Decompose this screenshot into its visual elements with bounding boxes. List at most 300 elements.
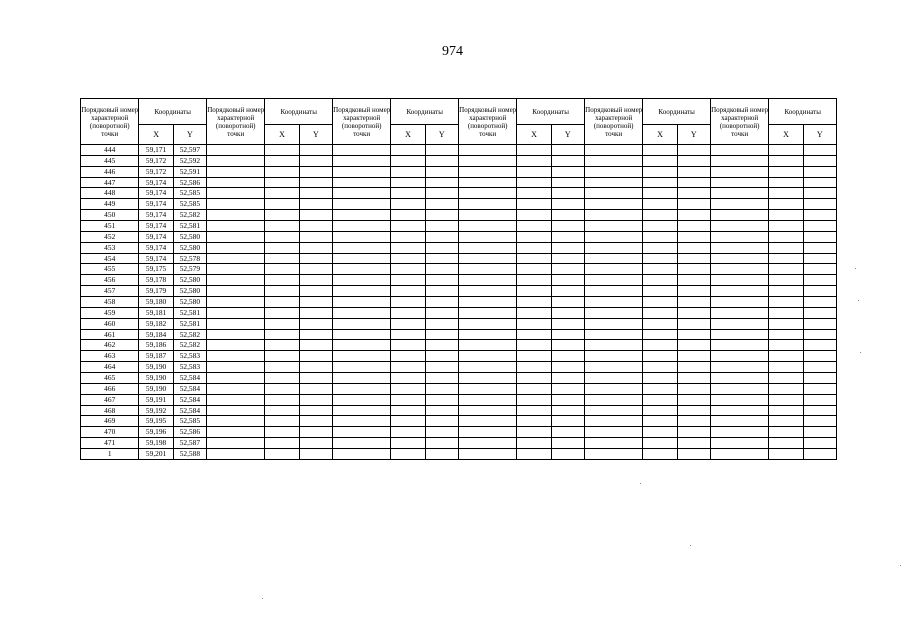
empty-cell xyxy=(769,221,803,232)
empty-cell xyxy=(458,242,516,253)
empty-cell xyxy=(332,416,390,427)
cell-y: 52,582 xyxy=(173,340,206,351)
empty-cell xyxy=(677,253,710,264)
header-coordinates: Координаты xyxy=(139,99,207,125)
empty-cell xyxy=(458,351,516,362)
empty-cell xyxy=(803,188,836,199)
cell-x: 59,175 xyxy=(139,264,173,275)
cell-x: 59,174 xyxy=(139,221,173,232)
empty-cell xyxy=(677,231,710,242)
empty-cell xyxy=(458,318,516,329)
empty-cell xyxy=(584,297,642,308)
cell-y: 52,588 xyxy=(173,449,206,460)
empty-cell xyxy=(677,145,710,156)
cell-point-number: 461 xyxy=(81,329,139,340)
table-row xyxy=(81,231,837,242)
empty-cell xyxy=(769,427,803,438)
empty-cell xyxy=(391,275,425,286)
scan-speck xyxy=(640,483,641,484)
empty-cell xyxy=(584,275,642,286)
empty-cell xyxy=(584,166,642,177)
empty-cell xyxy=(584,188,642,199)
empty-cell xyxy=(643,242,677,253)
empty-cell xyxy=(458,449,516,460)
empty-cell xyxy=(265,231,299,242)
cell-x: 59,172 xyxy=(139,155,173,166)
cell-y: 52,581 xyxy=(173,318,206,329)
empty-cell xyxy=(551,318,584,329)
empty-cell xyxy=(769,297,803,308)
cell-x: 59,184 xyxy=(139,329,173,340)
empty-cell xyxy=(517,210,551,221)
empty-cell xyxy=(458,221,516,232)
cell-point-number: 456 xyxy=(81,275,139,286)
cell-point-number: 445 xyxy=(81,155,139,166)
cell-point-number: 453 xyxy=(81,242,139,253)
empty-cell xyxy=(643,449,677,460)
empty-cell xyxy=(206,231,264,242)
scan-speck xyxy=(860,352,861,353)
cell-x: 59,172 xyxy=(139,166,173,177)
table-row xyxy=(81,383,837,394)
empty-cell xyxy=(584,340,642,351)
empty-cell xyxy=(458,297,516,308)
empty-cell xyxy=(551,177,584,188)
empty-cell xyxy=(391,264,425,275)
empty-cell xyxy=(584,145,642,156)
empty-cell xyxy=(551,155,584,166)
empty-cell xyxy=(265,166,299,177)
cell-y: 52,584 xyxy=(173,394,206,405)
header-coordinates: Координаты xyxy=(265,99,333,125)
empty-cell xyxy=(265,373,299,384)
empty-cell xyxy=(710,166,768,177)
empty-cell xyxy=(206,405,264,416)
empty-cell xyxy=(643,351,677,362)
empty-cell xyxy=(551,275,584,286)
empty-cell xyxy=(769,438,803,449)
table-row xyxy=(81,275,837,286)
header-y: Y xyxy=(551,125,584,145)
cell-point-number: 446 xyxy=(81,166,139,177)
empty-cell xyxy=(551,383,584,394)
empty-cell xyxy=(677,221,710,232)
empty-cell xyxy=(769,242,803,253)
empty-cell xyxy=(769,362,803,373)
empty-cell xyxy=(803,155,836,166)
empty-cell xyxy=(803,405,836,416)
empty-cell xyxy=(425,416,458,427)
cell-point-number: 470 xyxy=(81,427,139,438)
empty-cell xyxy=(299,373,332,384)
empty-cell xyxy=(677,210,710,221)
empty-cell xyxy=(677,383,710,394)
empty-cell xyxy=(299,264,332,275)
empty-cell xyxy=(584,242,642,253)
empty-cell xyxy=(206,297,264,308)
cell-point-number: 460 xyxy=(81,318,139,329)
empty-cell xyxy=(803,362,836,373)
empty-cell xyxy=(517,438,551,449)
empty-cell xyxy=(299,307,332,318)
empty-cell xyxy=(332,221,390,232)
empty-cell xyxy=(677,405,710,416)
empty-cell xyxy=(425,318,458,329)
empty-cell xyxy=(803,166,836,177)
empty-cell xyxy=(458,199,516,210)
empty-cell xyxy=(803,416,836,427)
cell-point-number: 464 xyxy=(81,362,139,373)
empty-cell xyxy=(458,383,516,394)
empty-cell xyxy=(803,329,836,340)
empty-cell xyxy=(677,199,710,210)
empty-cell xyxy=(425,231,458,242)
empty-cell xyxy=(425,210,458,221)
empty-cell xyxy=(458,340,516,351)
empty-cell xyxy=(299,351,332,362)
empty-cell xyxy=(332,264,390,275)
empty-cell xyxy=(643,188,677,199)
cell-x: 59,174 xyxy=(139,188,173,199)
empty-cell xyxy=(584,231,642,242)
empty-cell xyxy=(677,351,710,362)
empty-cell xyxy=(769,275,803,286)
empty-cell xyxy=(710,231,768,242)
empty-cell xyxy=(710,145,768,156)
empty-cell xyxy=(584,438,642,449)
empty-cell xyxy=(677,242,710,253)
header-coordinates: Координаты xyxy=(391,99,459,125)
cell-y: 52,597 xyxy=(173,145,206,156)
empty-cell xyxy=(391,221,425,232)
empty-cell xyxy=(643,253,677,264)
empty-cell xyxy=(265,253,299,264)
empty-cell xyxy=(458,145,516,156)
cell-y: 52,587 xyxy=(173,438,206,449)
empty-cell xyxy=(299,275,332,286)
cell-x: 59,198 xyxy=(139,438,173,449)
table-row xyxy=(81,416,837,427)
empty-cell xyxy=(299,340,332,351)
empty-cell xyxy=(265,177,299,188)
empty-cell xyxy=(425,199,458,210)
empty-cell xyxy=(299,449,332,460)
cell-x: 59,174 xyxy=(139,177,173,188)
cell-x: 59,171 xyxy=(139,145,173,156)
empty-cell xyxy=(391,242,425,253)
empty-cell xyxy=(769,264,803,275)
table-row xyxy=(81,373,837,384)
empty-cell xyxy=(710,264,768,275)
cell-point-number: 467 xyxy=(81,394,139,405)
empty-cell xyxy=(265,199,299,210)
header-coordinates: Координаты xyxy=(643,99,711,125)
cell-point-number: 454 xyxy=(81,253,139,264)
empty-cell xyxy=(332,449,390,460)
empty-cell xyxy=(551,340,584,351)
empty-cell xyxy=(425,449,458,460)
empty-cell xyxy=(710,177,768,188)
empty-cell xyxy=(677,449,710,460)
table-row xyxy=(81,340,837,351)
empty-cell xyxy=(803,373,836,384)
empty-cell xyxy=(551,373,584,384)
table-row xyxy=(81,405,837,416)
empty-cell xyxy=(265,449,299,460)
header-x: X xyxy=(391,125,425,145)
empty-cell xyxy=(803,275,836,286)
empty-cell xyxy=(391,145,425,156)
empty-cell xyxy=(551,264,584,275)
empty-cell xyxy=(458,394,516,405)
cell-x: 59,195 xyxy=(139,416,173,427)
empty-cell xyxy=(206,340,264,351)
empty-cell xyxy=(584,177,642,188)
empty-cell xyxy=(332,438,390,449)
empty-cell xyxy=(643,199,677,210)
empty-cell xyxy=(425,264,458,275)
empty-cell xyxy=(517,340,551,351)
cell-y: 52,579 xyxy=(173,264,206,275)
cell-x: 59,190 xyxy=(139,362,173,373)
empty-cell xyxy=(710,188,768,199)
cell-point-number: 469 xyxy=(81,416,139,427)
empty-cell xyxy=(551,329,584,340)
cell-y: 52,586 xyxy=(173,427,206,438)
empty-cell xyxy=(643,318,677,329)
empty-cell xyxy=(458,286,516,297)
empty-cell xyxy=(769,383,803,394)
empty-cell xyxy=(391,297,425,308)
empty-cell xyxy=(643,221,677,232)
empty-cell xyxy=(551,438,584,449)
cell-x: 59,190 xyxy=(139,383,173,394)
empty-cell xyxy=(265,340,299,351)
empty-cell xyxy=(710,210,768,221)
empty-cell xyxy=(206,438,264,449)
cell-x: 59,186 xyxy=(139,340,173,351)
empty-cell xyxy=(425,177,458,188)
table-row xyxy=(81,188,837,199)
empty-cell xyxy=(391,286,425,297)
empty-cell xyxy=(206,373,264,384)
empty-cell xyxy=(332,253,390,264)
table-row xyxy=(81,449,837,460)
empty-cell xyxy=(299,438,332,449)
empty-cell xyxy=(517,383,551,394)
empty-cell xyxy=(710,329,768,340)
empty-cell xyxy=(332,362,390,373)
empty-cell xyxy=(551,145,584,156)
empty-cell xyxy=(332,340,390,351)
empty-cell xyxy=(803,242,836,253)
cell-x: 59,174 xyxy=(139,199,173,210)
empty-cell xyxy=(710,427,768,438)
empty-cell xyxy=(517,155,551,166)
empty-cell xyxy=(332,373,390,384)
empty-cell xyxy=(584,286,642,297)
empty-cell xyxy=(458,155,516,166)
empty-cell xyxy=(584,318,642,329)
empty-cell xyxy=(391,438,425,449)
empty-cell xyxy=(584,416,642,427)
empty-cell xyxy=(332,231,390,242)
empty-cell xyxy=(391,188,425,199)
empty-cell xyxy=(643,438,677,449)
cell-x: 59,181 xyxy=(139,307,173,318)
empty-cell xyxy=(769,286,803,297)
empty-cell xyxy=(710,449,768,460)
empty-cell xyxy=(425,297,458,308)
empty-cell xyxy=(517,221,551,232)
empty-cell xyxy=(517,275,551,286)
empty-cell xyxy=(299,155,332,166)
empty-cell xyxy=(299,416,332,427)
empty-cell xyxy=(584,264,642,275)
cell-x: 59,174 xyxy=(139,242,173,253)
empty-cell xyxy=(332,155,390,166)
empty-cell xyxy=(299,286,332,297)
empty-cell xyxy=(517,373,551,384)
scan-speck xyxy=(900,565,901,566)
empty-cell xyxy=(769,145,803,156)
table-row xyxy=(81,286,837,297)
empty-cell xyxy=(643,416,677,427)
header-point-number: Порядковый номер характерной (поворотной) точки xyxy=(710,99,768,145)
empty-cell xyxy=(803,199,836,210)
cell-point-number: 471 xyxy=(81,438,139,449)
empty-cell xyxy=(517,286,551,297)
empty-cell xyxy=(710,383,768,394)
empty-cell xyxy=(803,383,836,394)
empty-cell xyxy=(551,221,584,232)
empty-cell xyxy=(803,318,836,329)
cell-point-number: 447 xyxy=(81,177,139,188)
empty-cell xyxy=(425,286,458,297)
empty-cell xyxy=(517,329,551,340)
empty-cell xyxy=(584,329,642,340)
empty-cell xyxy=(769,177,803,188)
empty-cell xyxy=(551,166,584,177)
empty-cell xyxy=(206,253,264,264)
cell-y: 52,584 xyxy=(173,373,206,384)
empty-cell xyxy=(391,307,425,318)
table-row xyxy=(81,351,837,362)
empty-cell xyxy=(458,231,516,242)
empty-cell xyxy=(299,210,332,221)
header-point-number: Порядковый номер характерной (поворотной) точки xyxy=(81,99,139,145)
empty-cell xyxy=(803,286,836,297)
cell-point-number: 468 xyxy=(81,405,139,416)
header-y: Y xyxy=(803,125,836,145)
empty-cell xyxy=(643,394,677,405)
empty-cell xyxy=(517,405,551,416)
empty-cell xyxy=(710,416,768,427)
empty-cell xyxy=(677,318,710,329)
empty-cell xyxy=(643,297,677,308)
empty-cell xyxy=(710,351,768,362)
empty-cell xyxy=(803,264,836,275)
empty-cell xyxy=(769,449,803,460)
empty-cell xyxy=(391,166,425,177)
empty-cell xyxy=(391,177,425,188)
cell-y: 52,580 xyxy=(173,297,206,308)
header-y: Y xyxy=(425,125,458,145)
empty-cell xyxy=(551,199,584,210)
empty-cell xyxy=(769,329,803,340)
empty-cell xyxy=(710,362,768,373)
empty-cell xyxy=(332,318,390,329)
empty-cell xyxy=(710,307,768,318)
table-row xyxy=(81,221,837,232)
cell-y: 52,584 xyxy=(173,405,206,416)
empty-cell xyxy=(710,405,768,416)
empty-cell xyxy=(517,199,551,210)
empty-cell xyxy=(769,231,803,242)
cell-y: 52,592 xyxy=(173,155,206,166)
cell-y: 52,582 xyxy=(173,210,206,221)
empty-cell xyxy=(425,253,458,264)
table-row xyxy=(81,438,837,449)
empty-cell xyxy=(643,145,677,156)
empty-cell xyxy=(710,286,768,297)
empty-cell xyxy=(206,155,264,166)
empty-cell xyxy=(769,416,803,427)
empty-cell xyxy=(643,373,677,384)
empty-cell xyxy=(458,188,516,199)
empty-cell xyxy=(551,405,584,416)
empty-cell xyxy=(206,199,264,210)
empty-cell xyxy=(425,427,458,438)
empty-cell xyxy=(677,340,710,351)
empty-cell xyxy=(332,307,390,318)
table-row xyxy=(81,177,837,188)
empty-cell xyxy=(206,394,264,405)
empty-cell xyxy=(643,275,677,286)
empty-cell xyxy=(803,449,836,460)
empty-cell xyxy=(425,188,458,199)
empty-cell xyxy=(265,405,299,416)
empty-cell xyxy=(265,394,299,405)
cell-point-number: 462 xyxy=(81,340,139,351)
empty-cell xyxy=(425,362,458,373)
empty-cell xyxy=(391,405,425,416)
empty-cell xyxy=(265,297,299,308)
empty-cell xyxy=(425,166,458,177)
empty-cell xyxy=(299,188,332,199)
cell-y: 52,580 xyxy=(173,286,206,297)
table-row xyxy=(81,166,837,177)
empty-cell xyxy=(584,449,642,460)
empty-cell xyxy=(803,351,836,362)
empty-cell xyxy=(517,231,551,242)
empty-cell xyxy=(769,188,803,199)
empty-cell xyxy=(517,166,551,177)
empty-cell xyxy=(710,318,768,329)
empty-cell xyxy=(332,351,390,362)
empty-cell xyxy=(803,221,836,232)
empty-cell xyxy=(458,427,516,438)
empty-cell xyxy=(551,286,584,297)
empty-cell xyxy=(299,242,332,253)
empty-cell xyxy=(643,307,677,318)
empty-cell xyxy=(551,253,584,264)
empty-cell xyxy=(710,253,768,264)
scan-speck xyxy=(690,545,691,546)
empty-cell xyxy=(710,438,768,449)
empty-cell xyxy=(677,373,710,384)
empty-cell xyxy=(710,155,768,166)
